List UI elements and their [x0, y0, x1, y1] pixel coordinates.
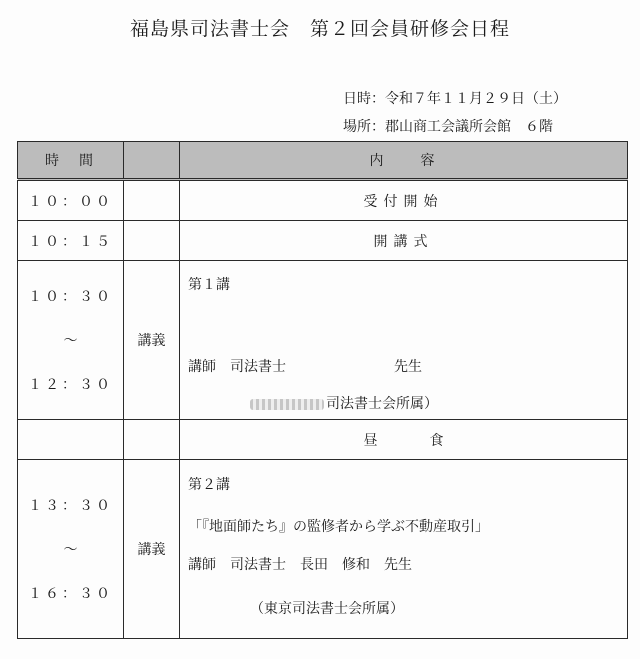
table-row-lunch: [18, 420, 628, 460]
header-content: 内 容: [180, 142, 628, 180]
lecturer-role: 講師 司法書士: [188, 359, 286, 375]
lecturer-honorific: 先生: [394, 359, 422, 375]
table-header-row: [18, 142, 628, 180]
table-row-reception: [18, 180, 628, 221]
redacted-affiliation: [250, 399, 324, 410]
lecturer-line: 講師 司法書士 長田 修和 先生: [188, 557, 412, 573]
time-tilde: ～: [63, 542, 78, 558]
time-cell: [18, 420, 124, 460]
type-cell: [124, 180, 180, 221]
header-type: [124, 142, 180, 180]
time-cell: [18, 261, 124, 420]
time-tilde: ～: [63, 333, 78, 349]
lecturer-affiliation: （東京司法書士会所属）: [250, 601, 404, 617]
lecturer-line: [188, 356, 422, 376]
header-time: 時 間: [18, 142, 124, 180]
content-cell: [180, 460, 628, 639]
time-start: １３：３０: [28, 498, 113, 514]
schedule-table: [17, 141, 628, 639]
lecture-number: 第１講: [188, 277, 230, 293]
table-row-session-1: [18, 261, 628, 420]
event-date: 日時：令和７年１１月２９日（土）: [343, 91, 567, 107]
lecture-subject: 「『地面師たち』の監修者から学ぶ不動産取引」: [188, 519, 489, 535]
time-cell: １０：１５: [18, 221, 124, 261]
table-row-opening: [18, 221, 628, 261]
time-end: １２：３０: [28, 377, 113, 393]
document-title: 福島県司法書士会 第２回会員研修会日程: [129, 18, 510, 40]
time-start: １０：３０: [28, 289, 113, 305]
time-end: １６：３０: [28, 586, 113, 602]
type-cell: 講義: [124, 261, 180, 420]
lecture-number: 第２講: [188, 477, 230, 493]
event-venue: 場所：郡山商工会議所会館 ６階: [343, 119, 553, 135]
lecturer-affiliation: 司法書士会所属）: [326, 396, 438, 412]
content-cell: 昼食: [180, 420, 628, 460]
time-cell: １０：００: [18, 180, 124, 221]
type-cell: 講義: [124, 460, 180, 639]
content-cell: 受付開始: [180, 180, 628, 221]
time-cell: [18, 460, 124, 639]
content-cell: 開講式: [180, 221, 628, 261]
content-cell: [180, 261, 628, 420]
type-cell: [124, 221, 180, 261]
type-cell: [124, 420, 180, 460]
affiliation-line: [250, 393, 438, 413]
table-row-session-2: [18, 460, 628, 639]
